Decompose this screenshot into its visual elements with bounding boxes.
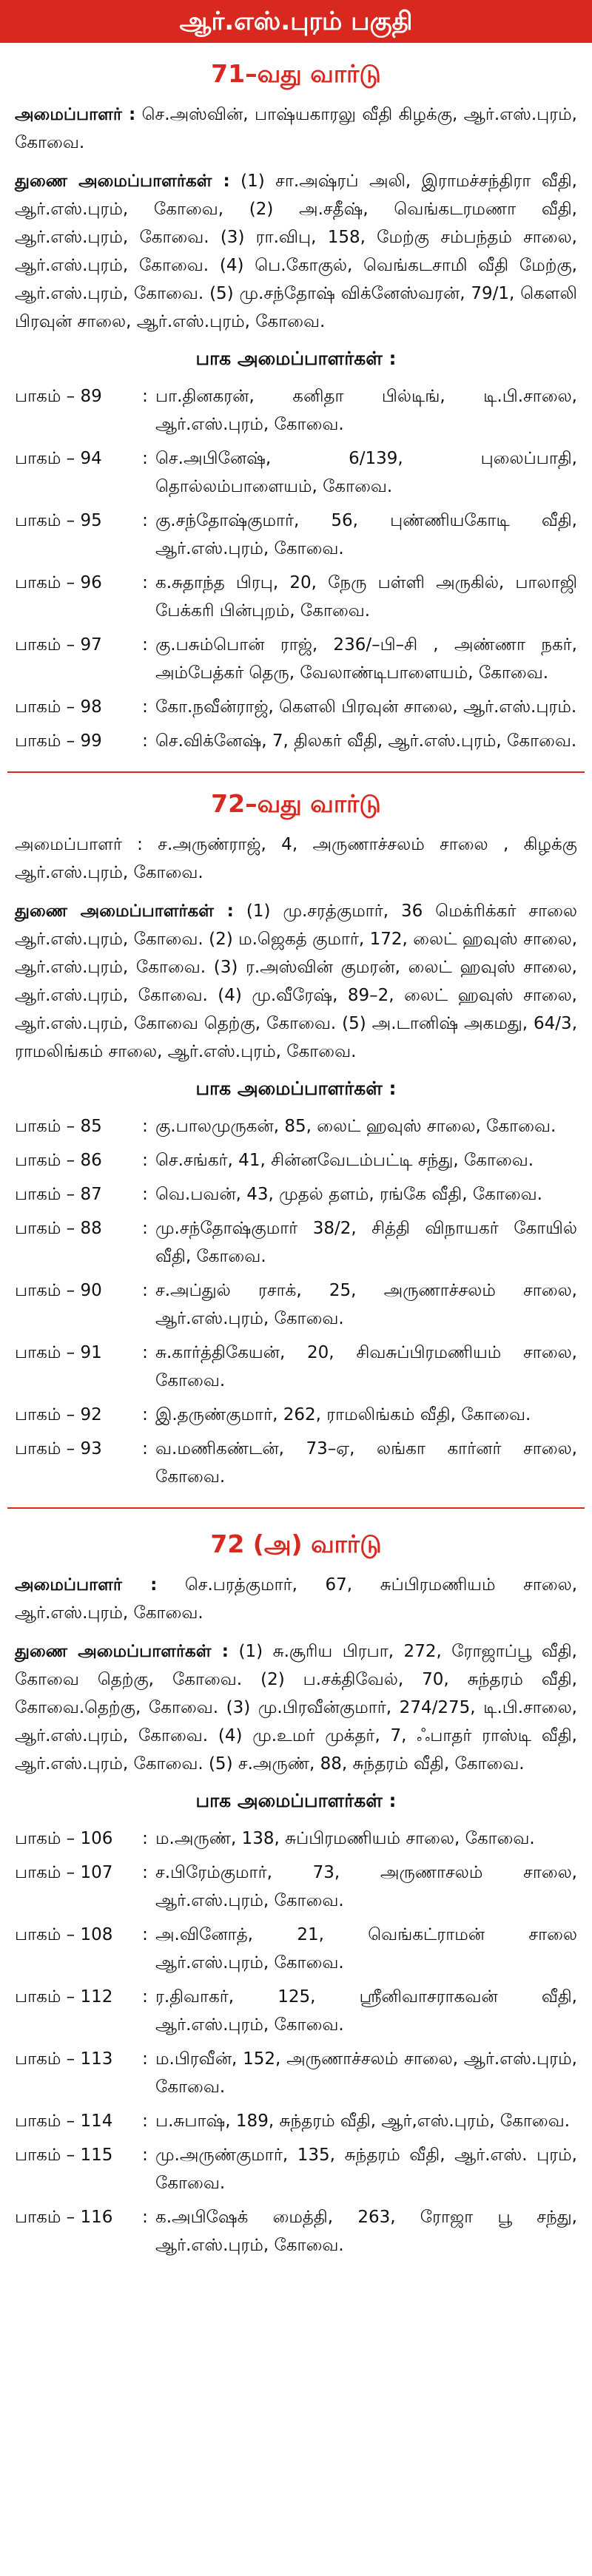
booth-number: பாகம் – 99 [15,731,102,751]
colon: : [142,1281,148,1300]
organizer-label: அமைப்பாளர் : [15,1575,158,1595]
booth-number: பாகம் – 113 [15,2049,113,2069]
booth-number: பாகம் – 91 [15,1343,102,1362]
booth-row [15,2107,577,2135]
ward-71-organizer [15,101,577,157]
booth-organizer: செ.அபினேஷ், 6/139, புலைப்பாதி, தொல்லம்பாளையம், கோவை. [155,449,577,496]
booth-number: பாகம் – 116 [15,2208,113,2227]
ward-72-deputies [15,897,577,1066]
colon: : [142,511,148,530]
booth-organizer: கு.பசும்பொன் ராஜ், 236/–பி–சி , அண்ணா நகர், அம்பேத்கர் தெரு, வேலாண்டிபாளையம், கோவை. [155,635,577,683]
booth-organizer: ர.திவாகர், 125, ஸ்ரீனிவாசராகவன் வீதி, ஆர்.எஸ்.புரம், கோவை. [155,1987,577,2035]
booth-row [15,444,577,501]
colon: : [142,2112,148,2131]
ward-72a-booth-heading: பாக அமைப்பாளர்கள் : [195,1790,397,1811]
booth-row [15,2203,577,2259]
ward-72a-deputies [15,1637,577,1778]
booth-number: பாகம் – 97 [15,635,102,655]
booth-number: பாகம் – 96 [15,573,102,592]
section-divider [7,1507,585,1509]
booth-number: பாகம் – 115 [15,2146,113,2165]
booth-number: பாகம் – 106 [15,1829,113,1848]
booth-row [15,507,577,563]
booth-number: பாகம் – 108 [15,1925,113,1944]
colon: : [142,1117,148,1136]
booth-row [15,1401,577,1429]
booth-row [15,569,577,625]
booth-number: பாகம் – 95 [15,511,102,530]
booth-organizer: செ.விக்னேஷ், 7, திலகர் வீதி, ஆர்.எஸ்.புரம், கோவை. [155,731,577,751]
booth-row [15,1859,577,1915]
booth-number: பாகம் – 98 [15,697,102,717]
area-header: ஆர்.எஸ்.புரம் பகுதி [0,0,592,43]
deputy-value: (1) சு.சூரிய பிரபா, 272, ரோஜாப்பூ வீதி, கோவை தெற்கு, கோவை. (2) ப.சக்திவேல், 70, சுந்தரம் வீதி, கோவை.தெற்கு, கோவை. (3) மு.பிரவீன்குமார், 274/275, டி.பி.சாலை, ஆர்.எஸ்.புரம், கோவை. (4) மு.உமர் முக்தர், 7, ஃபாதர் ராஸ்டி வீதி, ஆர்.எஸ்.புரம், கோவை. (5) ச.அருண், 88, சுந்தரம் வீதி, கோவை. [15,1642,577,1774]
deputy-label: துணை அமைப்பாளர்கள் : [15,172,230,191]
booth-number: பாகம் – 93 [15,1439,102,1458]
colon: : [142,1829,148,1848]
booth-organizer: வ.மணிகண்டன், 73–ஏ, லங்கா கார்னர் சாலை, கோவை. [155,1439,577,1487]
deputy-value: (1) மு.சரத்குமார், 36 மெக்ரிக்கர் சாலை ஆர்.எஸ்.புரம், கோவை. (2) ம.ஜெகத் குமார், 172, லைட் ஹவுஸ் சாலை, ஆர்.எஸ்.புரம், கோவை. (3) ர.அஸ்வின் குமரன், லைட் ஹவுஸ் சாலை, ஆர்.எஸ்.புரம், கோவை. (4) மு.வீரேஷ், 89–2, லைட் ஹவுஸ் சாலை, ஆர்.எஸ்.புரம், கோவை தெற்கு, கோவை. (5) அ.டானிஷ் அகமது, 64/3, ராமலிங்கம் சாலை, ஆர்.எஸ்.புரம், கோவை. [15,902,578,1061]
organizer-value: அமைப்பாளர் : ச.அருண்ராஜ், 4, அருணாச்சலம் சாலை , கிழக்கு ஆர்.எஸ்.புரம், கோவை. [15,835,577,882]
colon: : [142,2208,148,2227]
colon: : [142,2049,148,2069]
booth-row [15,727,577,755]
booth-organizer: அ.வினோத், 21, வெங்கட்ராமன் சாலை ஆர்.எஸ்.புரம், கோவை. [155,1925,577,1972]
colon: : [142,1863,148,1882]
booth-row [15,1146,577,1174]
colon: : [142,697,148,717]
ward-72-title: 72–வது வார்டு [211,789,381,818]
booth-row [15,1921,577,1977]
booth-row [15,1112,577,1140]
booth-organizer: மு.சந்தோஷ்குமார் 38/2, சித்தி விநாயகர் கோயில் வீதி, கோவை. [155,1219,577,1266]
booth-organizer: கு.சந்தோஷ்குமார், 56, புண்ணியகோடி வீதி, ஆர்.எஸ்.புரம், கோவை. [155,511,577,558]
booth-organizer: வெ.பவன், 43, முதல் தளம், ரங்கே வீதி, கோவை. [155,1185,542,1204]
booth-row [15,1825,577,1853]
deputy-label: துணை அமைப்பாளர்கள் : [15,1642,229,1661]
booth-number: பாகம் – 92 [15,1405,102,1424]
colon: : [142,1151,148,1170]
colon: : [142,1185,148,1204]
booth-row [15,693,577,721]
ward-72a-organizer [15,1571,577,1627]
section-divider [7,771,585,773]
booth-number: பாகம் – 88 [15,1219,102,1238]
booth-number: பாகம் – 90 [15,1281,102,1300]
booth-organizer: ம.பிரவீன், 152, அருணாச்சலம் சாலை, ஆர்.எஸ்.புரம், கோவை. [155,2049,577,2097]
colon: : [142,1405,148,1424]
booth-number: பாகம் – 107 [15,1863,113,1882]
ward-72-organizer [15,831,577,887]
booth-row [15,2141,577,2197]
booth-row [15,2045,577,2101]
booth-organizer: பா.தினகரன், கனிதா பில்டிங், டி.பி.சாலை, ஆர்.எஸ்.புரம், கோவை. [155,387,577,434]
booth-number: பாகம் – 94 [15,449,102,468]
colon: : [142,1925,148,1944]
booth-organizer: சு.கார்த்திகேயன், 20, சிவசுப்பிரமணியம் சாலை, கோவை. [155,1343,577,1390]
colon: : [142,449,148,468]
booth-organizer: ச.பிரேம்குமார், 73, அருணாசலம் சாலை, ஆர்.எஸ்.புரம், கோவை. [155,1863,577,1910]
booth-row [15,1214,577,1271]
booth-organizer: கோ.நவீன்ராஜ், கௌலி பிரவுன் சாலை, ஆர்.எஸ்.புரம். [155,697,577,717]
colon: : [142,1987,148,2007]
ward-71-title: 71–வது வார்டு [211,59,381,88]
ward-71-booth-heading: பாக அமைப்பாளர்கள் : [195,348,397,369]
booth-organizer: ச.அப்துல் ரசாக், 25, அருணாச்சலம் சாலை, ஆர்.எஸ்.புரம், கோவை. [155,1281,577,1328]
booth-organizer: இ.தருண்குமார், 262, ராமலிங்கம் வீதி, கோவை. [155,1405,531,1424]
booth-number: பாகம் – 87 [15,1185,102,1204]
booth-number: பாகம் – 89 [15,387,102,406]
booth-number: பாகம் – 114 [15,2112,113,2131]
booth-organizer: செ.சங்கர், 41, சின்னவேடம்பட்டி சந்து, கோவை. [155,1151,534,1170]
deputy-value: (1) சா.அஷ்ரப் அலி, இராமச்சந்திரா வீதி, ஆர்.எஸ்.புரம், கோவை, (2) அ.சதீஷ், வெங்கடரமணா வீதி, ஆர்.எஸ்.புரம், கோவை. (3) ரா.விபு, 158, மேற்கு சம்பந்தம் சாலை, ஆர்.எஸ்.புரம், கோவை. (4) பெ.கோகுல், வெங்கடசாமி வீதி மேற்கு, ஆர்.எஸ்.புரம், கோவை. (5) மு.சந்தோஷ் விக்னேஸ்வரன், 79/1, கௌலி பிரவுன் சாலை, ஆர்.எஸ்.புரம், கோவை. [15,172,577,331]
colon: : [142,1439,148,1458]
booth-organizer: கு.பாலமுருகன், 85, லைட் ஹவுஸ் சாலை, கோவை. [155,1117,556,1136]
deputy-label: துணை அமைப்பாளர்கள் : [15,902,234,921]
ward-72a-title: 72 (அ) வார்டு [210,1529,382,1558]
booth-number: பாகம் – 85 [15,1117,102,1136]
ward-71-deputies [15,167,577,336]
colon: : [142,731,148,751]
colon: : [142,1343,148,1362]
booth-row [15,1277,577,1333]
colon: : [142,1219,148,1238]
booth-organizer: க.சுதாந்த பிரபு, 20, நேரு பள்ளி அருகில், பாலாஜி பேக்கரி பின்புறம், கோவை. [155,573,577,621]
organizer-label: அமைப்பாளர் : [15,105,136,124]
booth-organizer: க.அபிஷேக் மைத்தி, 263, ரோஜா பூ சந்து, ஆர்.எஸ்.புரம், கோவை. [155,2208,577,2255]
booth-row [15,1180,577,1208]
colon: : [142,387,148,406]
colon: : [142,635,148,655]
organizer-value: செ.அஸ்வின், பாஷ்யகாரலு வீதி கிழக்கு, ஆர்.எஸ்.புரம், கோவை. [15,105,577,152]
booth-row [15,631,577,687]
booth-row [15,1435,577,1491]
booth-number: பாகம் – 86 [15,1151,102,1170]
booth-number: பாகம் – 112 [15,1987,113,2007]
booth-row [15,1983,577,2039]
ward-72-booth-heading: பாக அமைப்பாளர்கள் : [195,1078,397,1099]
booth-organizer: ப.சுபாஷ், 189, சுந்தரம் வீதி, ஆர்,எஸ்.புரம், கோவை. [155,2112,571,2131]
booth-organizer: ம.அருண், 138, சுப்பிரமணியம் சாலை, கோவை. [155,1829,535,1848]
colon: : [142,2146,148,2165]
booth-row [15,382,577,439]
colon: : [142,573,148,592]
organizer-value: செ.பரத்குமார், 67, சுப்பிரமணியம் சாலை, ஆர்.எஸ்.புரம், கோவை. [15,1575,578,1623]
booth-organizer: மு.அருண்குமார், 135, சுந்தரம் வீதி, ஆர்.எஸ். புரம், கோவை. [155,2146,577,2193]
booth-row [15,1339,577,1395]
